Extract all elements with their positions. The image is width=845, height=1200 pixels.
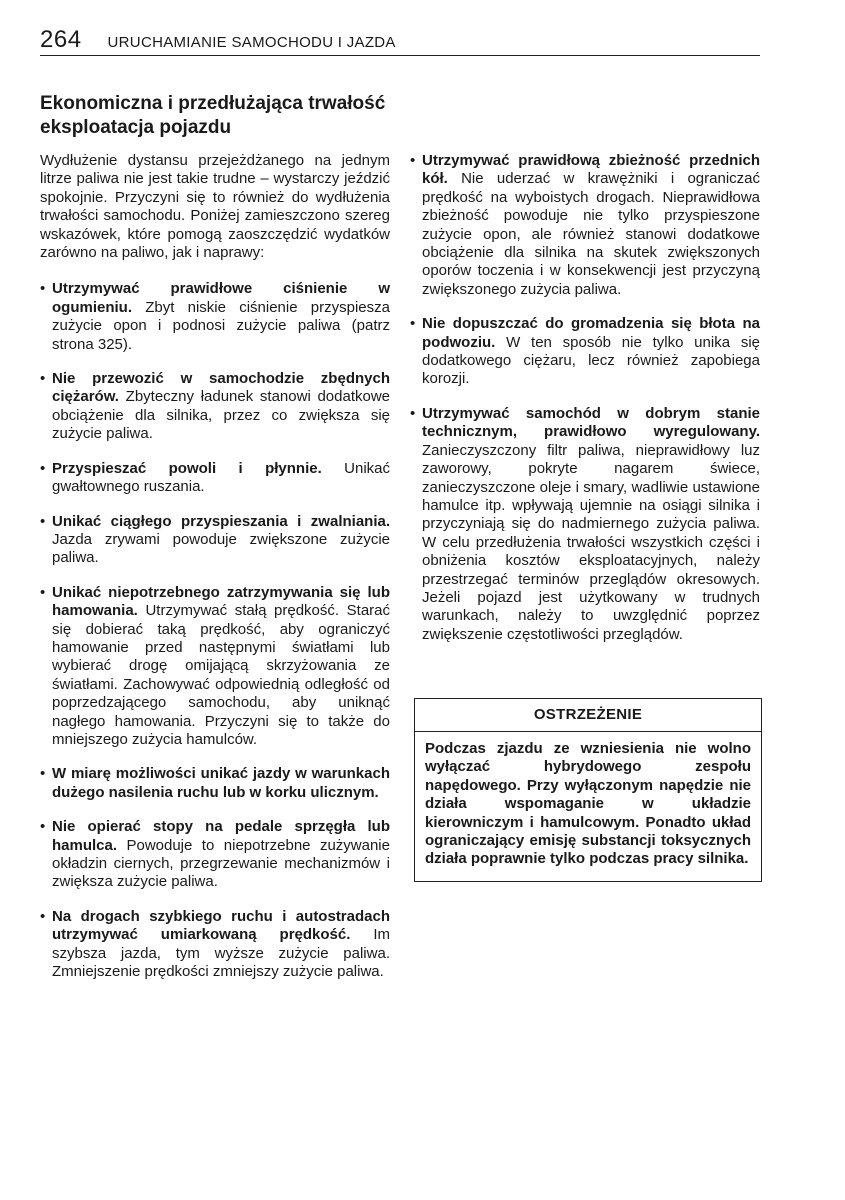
- bullet-icon: •: [40, 765, 46, 783]
- bullet-text: Zbyt niskie ciśnienie przyspiesza zużycie opon i podnosi zużycie paliwa (patrz strona 325).: [52, 298, 390, 353]
- intro-paragraph: Wydłużenie dystansu przejeżdżanego na jednym litrze paliwa nie jest takie trudne – wystarczy jeździć spokojnie. Przyczyni się to również do wydłużenia trwałości samochodu. Poniżej zamieszczono szereg wskazówek, które pomogą zaoszczędzić wydatków zarówno na paliwo, jak i naprawy:: [40, 152, 390, 262]
- warning-title: OSTRZEŻENIE: [415, 699, 761, 732]
- bullet-text: Im szybsza jazda, tym wyższe zużycie paliwa. Zmniejszenie prędkości zmniejszy zużycie paliwa.: [52, 926, 390, 981]
- bullet-item: [40, 370, 390, 444]
- bullet-item: [40, 513, 390, 568]
- bullet-item: [40, 280, 390, 354]
- right-column: [410, 152, 760, 660]
- bullet-heading: W miarę możliwości unikać jazdy w warunkach dużego nasilenia ruchu lub w korku ulicznym.: [52, 765, 390, 801]
- bullet-heading: Utrzymywać samochód w dobrym stanie technicznym, prawidłowo wyregulowany.: [422, 404, 760, 441]
- bullet-item: [40, 818, 390, 892]
- left-column: [40, 152, 390, 997]
- bullet-icon: •: [40, 512, 46, 530]
- bullet-icon: •: [40, 280, 46, 298]
- bullet-text: Jazda zrywami powoduje zwiększone zużycie paliwa.: [52, 530, 390, 567]
- bullet-text: Utrzymywać stałą prędkość. Starać się dobierać taką prędkość, aby ograniczyć hamowanie przed następnymi światłami lub wybierać drogę omijającą skrzyżowania ze światłami. Zachowywać odpowiednią odległość od poprzedzającego samochodu, aby uniknąć nagłego hamowania. Przyczyni się to także do mniejszego zużycia hamulców.: [52, 602, 390, 748]
- bullet-icon: •: [40, 818, 46, 836]
- section-title: Ekonomiczna i przedłużająca trwałość eksploatacja pojazdu: [40, 93, 386, 138]
- bullet-icon: •: [40, 459, 46, 477]
- bullet-text: Zbyteczny ładunek stanowi dodatkowe obciążenie dla silnika, przez co zwiększa się zużycie paliwa.: [52, 388, 390, 443]
- bullet-icon: •: [40, 583, 46, 601]
- warning-body: Podczas zjazdu ze wzniesienia nie wolno wyłączać hybrydowego zespołu napędowego. Przy wyłączonym napędzie nie działa wspomaganie w układzie kierowniczym i hamulcowym. Ponadto układ ograniczający emisję substancji toksycznych działa poprawnie tylko podczas pracy silnika.: [425, 740, 751, 868]
- bullet-text: Unikać gwałtownego ruszania.: [52, 459, 390, 496]
- bullet-heading: Nie dopuszczać do gromadzenia się błota na podwoziu.: [422, 315, 760, 351]
- warning-box: [414, 698, 762, 882]
- bullet-heading: Nie przewozić w samochodzie zbędnych ciężarów.: [52, 370, 390, 406]
- bullet-text: Powoduje to niepotrzebne zużywanie okładzin ciernych, przegrzewanie mechanizmów i zwiększa zużycie paliwa.: [52, 836, 390, 891]
- bullet-item: [40, 584, 390, 750]
- chapter-title: URUCHAMIANIE SAMOCHODU I JAZDA: [107, 34, 396, 51]
- bullet-heading: Przyspieszać powoli i płynnie.: [52, 459, 322, 477]
- bullet-heading: Utrzymywać prawidłową zbieżność przednich kół.: [422, 152, 760, 188]
- bullet-heading: Utrzymywać prawidłowe ciśnienie w ogumieniu.: [52, 280, 390, 316]
- bullet-heading: Unikać niepotrzebnego zatrzymywania się lub hamowania.: [52, 583, 390, 620]
- bullet-text: W ten sposób nie tylko unika się dodatkowego ciężaru, lecz również zapobiega korozji.: [422, 333, 760, 388]
- bullet-icon: •: [410, 404, 416, 422]
- bullet-item: [410, 152, 760, 299]
- bullet-text: Nie uderzać w krawężniki i ograniczać prędkość na wyboistych drogach. Nieprawidłowa zbieżność powoduje nie tylko przyspieszone zużycie opon, ale również stanowi dodatkowe obciążenie dla silnika na skutek zwiększonych oporów toczenia i w konsekwencji jest przyczyną zwiększonego zużycia paliwa.: [422, 170, 760, 298]
- bullet-text: Zanieczyszczony filtr paliwa, nieprawidłowy luz zaworowy, pokryte nagarem świece, zanieczyszczone oleje i smary, wadliwie ustawione hamulce itp. wpływają ujemnie na osiągi silnika i przyczyniają się do nadmiernego zużycia paliwa. W celu przedłużenia trwałości wszystkich części i obniżenia kosztów eksploatacyjnych, należy przestrzegać terminów przeglądów okresowych. Jeżeli pojazd jest użytkowany w trudnych warunkach, należy to uwzględnić poprzez zwiększenie częstotliwości przeglądów.: [422, 441, 760, 643]
- page-number: 264: [40, 26, 82, 53]
- page-header: [40, 28, 760, 56]
- bullet-icon: •: [40, 370, 46, 388]
- bullet-item: [40, 908, 390, 982]
- left-bullet-list: [40, 280, 390, 981]
- bullet-heading: Unikać ciągłego przyspieszania i zwalniania.: [52, 512, 390, 530]
- bullet-item: [410, 315, 760, 389]
- bullet-heading: Nie opierać stopy na pedale sprzęgła lub hamulca.: [52, 818, 390, 854]
- right-bullet-list: [410, 152, 760, 644]
- bullet-icon: •: [410, 315, 416, 333]
- bullet-item: [40, 765, 390, 802]
- bullet-item: [410, 405, 760, 644]
- bullet-icon: •: [40, 907, 46, 925]
- bullet-item: [40, 460, 390, 497]
- bullet-heading: Na drogach szybkiego ruchu i autostradach utrzymywać umiarkowaną prędkość.: [52, 907, 390, 944]
- bullet-icon: •: [410, 152, 416, 169]
